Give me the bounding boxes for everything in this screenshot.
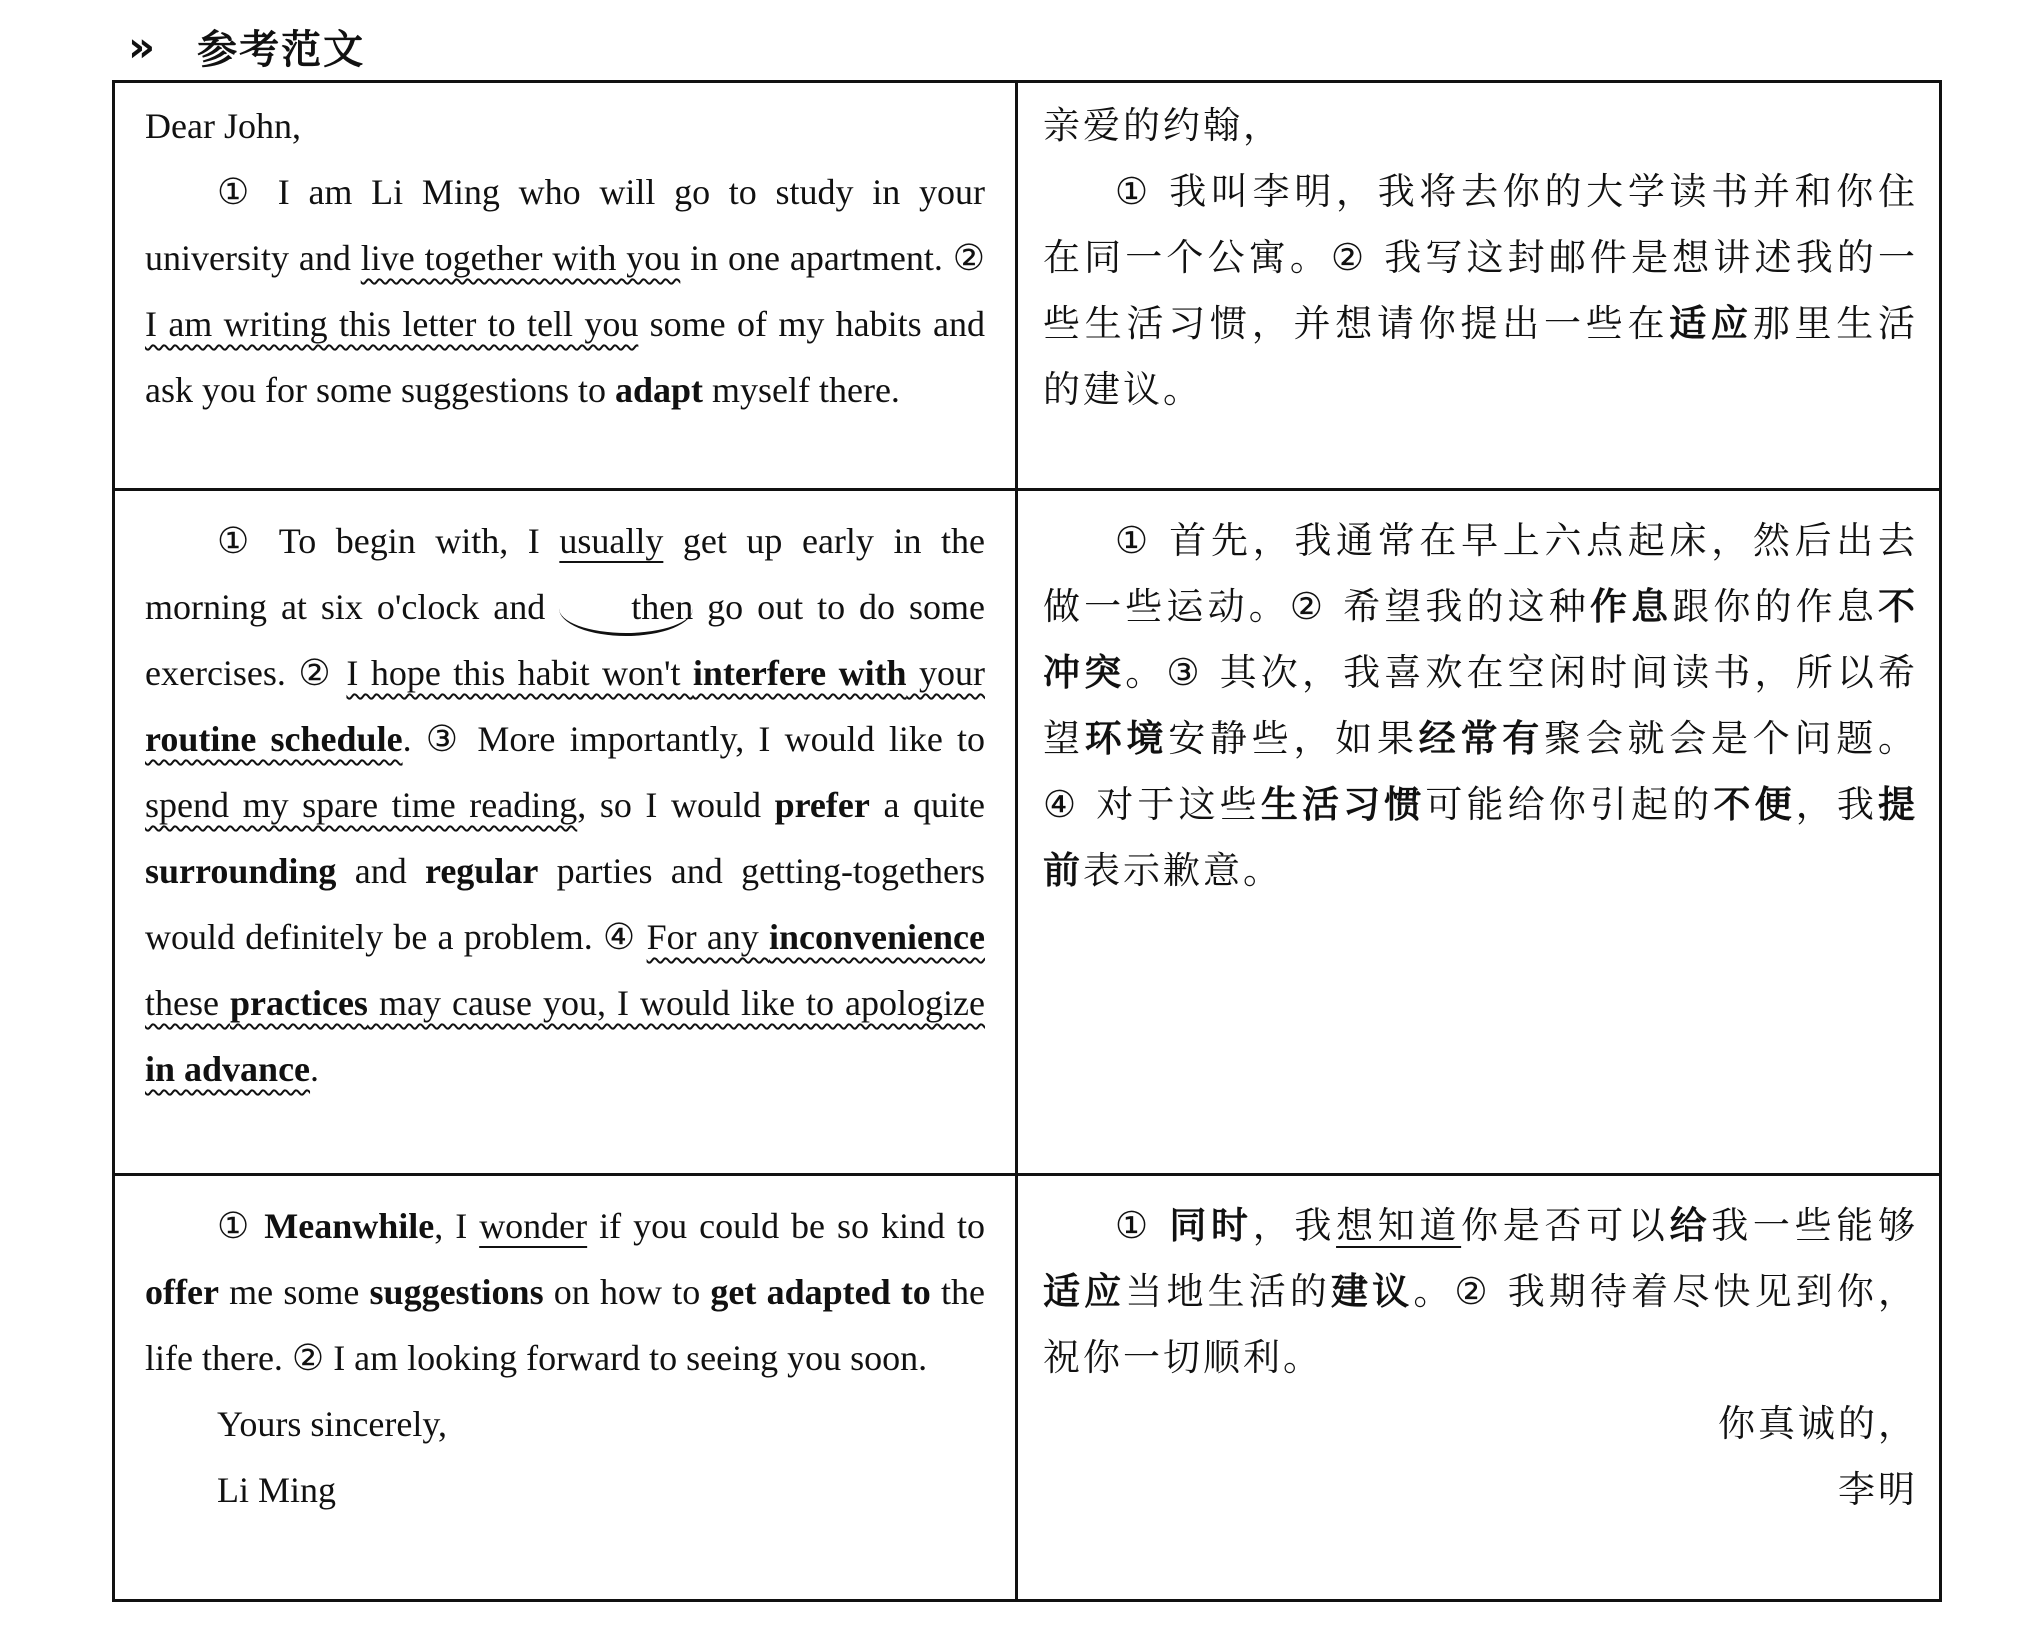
chinese-paragraph-3	[1043, 1193, 1918, 1391]
text-segment: live together with you	[360, 238, 681, 278]
text-segment: and	[336, 851, 425, 891]
text-segment: ① To begin with, I	[217, 521, 560, 561]
text-segment: 表示歉意。	[1083, 849, 1283, 892]
text-segment: 可能给你引起的	[1425, 783, 1714, 826]
text-segment: may cause you, I would like to apologize	[367, 983, 985, 1023]
text-segment: interfere with	[692, 653, 907, 693]
chinese-cell-1	[1043, 93, 1918, 423]
text-segment: 那里生活的建议。	[1043, 302, 1918, 411]
text-segment: inconvenience	[769, 917, 985, 957]
text-segment: if you could be so kind to	[587, 1206, 985, 1246]
text-segment: , I	[434, 1206, 480, 1246]
text-segment: 。② 我期待着尽快见到你，祝你一切顺利。	[1043, 1270, 1919, 1379]
text-segment: ① 首先，我通常在早上六点起床，然后出去做一些运动。② 希望我的这种	[1043, 519, 1918, 628]
text-segment: surrounding	[145, 851, 337, 891]
text-segment: usually	[559, 521, 664, 561]
text-segment: adapt	[614, 370, 703, 410]
text-segment: practices	[230, 983, 368, 1023]
text-segment: 我一些能够	[1711, 1204, 1918, 1247]
text-segment: 生活习惯	[1260, 783, 1426, 826]
text-segment: . ③ More importantly, I would like to	[402, 719, 985, 759]
text-segment: wonder	[479, 1206, 588, 1246]
text-segment: 适应	[1669, 302, 1753, 345]
text-segment: 你是否可以	[1461, 1204, 1670, 1247]
text-segment: ，我	[1252, 1204, 1337, 1247]
text-segment: 环境	[1084, 717, 1169, 760]
text-segment: 当地生活的	[1125, 1270, 1332, 1313]
text-segment: 聚会就会是个问题。④ 对于这些	[1043, 717, 1918, 826]
english-greeting: Dear John,	[145, 106, 301, 146]
text-segment: For any	[646, 917, 770, 957]
text-segment: parties and getting-togethers would definitely be a problem. ④	[145, 851, 986, 957]
text-segment: I hope this habit won't	[346, 653, 693, 693]
text-segment: 不冲突	[1043, 585, 1919, 694]
row-divider-1	[115, 488, 1939, 491]
english-closing: Yours sincerely,	[217, 1404, 447, 1444]
text-segment: .	[310, 1049, 320, 1089]
text-segment: your	[906, 653, 985, 693]
text-segment: , so I would	[577, 785, 775, 825]
text-segment: routine schedule	[145, 719, 403, 759]
text-segment: ①	[217, 1206, 265, 1246]
text-segment: ①	[1115, 1204, 1170, 1247]
text-segment: ① I am Li Ming who will go to study in your university and	[145, 172, 985, 278]
text-segment: 想知道	[1336, 1204, 1462, 1247]
text-segment: 安静些，如果	[1168, 717, 1419, 760]
text-segment: then	[559, 581, 693, 636]
text-segment: go out to do some exercises. ②	[145, 587, 985, 693]
text-segment: 作息	[1589, 585, 1673, 628]
double-chevron-icon: »	[128, 21, 158, 71]
chinese-signature: 李明	[1838, 1468, 1918, 1511]
bilingual-table	[112, 80, 1942, 1602]
text-segment: get adapted to	[710, 1272, 931, 1312]
text-segment: 同时	[1169, 1204, 1253, 1247]
text-segment: in advance	[145, 1049, 311, 1089]
english-paragraph-2	[145, 508, 985, 1102]
text-segment: Meanwhile	[264, 1206, 435, 1246]
text-segment: 不便	[1713, 783, 1796, 826]
text-segment: in one apartment. ②	[680, 238, 985, 278]
text-segment: suggestions	[369, 1272, 544, 1312]
chinese-cell-2	[1043, 508, 1918, 904]
text-segment: spend my spare time reading	[145, 785, 578, 825]
text-segment: 跟你的作息	[1672, 585, 1879, 628]
text-segment: some of my habits and ask you for some suggestions to	[145, 304, 985, 410]
text-segment: 提前	[1043, 783, 1919, 892]
text-segment: 适应	[1043, 1270, 1126, 1313]
chinese-cell-3	[1043, 1193, 1918, 1523]
english-paragraph-1	[145, 159, 985, 423]
text-segment: myself there.	[703, 370, 900, 410]
chinese-closing: 你真诚的，	[1718, 1402, 1918, 1445]
text-segment: the life there. ② I am looking forward to seeing you soon.	[145, 1272, 985, 1378]
heading-title: 参考范文	[197, 26, 366, 73]
chinese-paragraph-1	[1043, 159, 1918, 423]
column-divider	[1015, 83, 1018, 1599]
chinese-paragraph-2	[1043, 508, 1918, 904]
text-segment: ，我	[1795, 783, 1879, 826]
text-segment: regular	[424, 851, 539, 891]
english-cell-3	[145, 1193, 985, 1523]
english-signature: Li Ming	[217, 1470, 337, 1510]
text-segment: get up early in the morning at six o'clock and	[145, 521, 985, 627]
english-cell-1	[145, 93, 985, 423]
text-segment: me some	[218, 1272, 370, 1312]
text-segment: 给	[1669, 1204, 1712, 1247]
text-segment: ① 我叫李明，我将去你的大学读书并和你住在同一个公寓。② 我写这封邮件是想讲述我的一些生活习惯，并想请你提出一些在	[1043, 170, 1918, 345]
text-segment: 经常有	[1418, 717, 1544, 760]
english-paragraph-3	[145, 1193, 985, 1391]
text-segment: offer	[145, 1272, 219, 1312]
text-segment: these	[145, 983, 230, 1023]
chinese-greeting: 亲爱的约翰，	[1043, 104, 1283, 147]
row-divider-2	[115, 1173, 1939, 1176]
text-segment: prefer	[774, 785, 870, 825]
text-segment: 。③ 其次，我喜欢在空闲时间读书，所以希望	[1043, 651, 1918, 760]
text-segment: I am writing this letter to tell you	[145, 304, 639, 344]
text-segment: 建议	[1331, 1270, 1414, 1313]
text-segment: a quite	[869, 785, 985, 825]
section-heading	[128, 18, 365, 74]
english-cell-2	[145, 508, 985, 1102]
text-segment: on how to	[543, 1272, 711, 1312]
